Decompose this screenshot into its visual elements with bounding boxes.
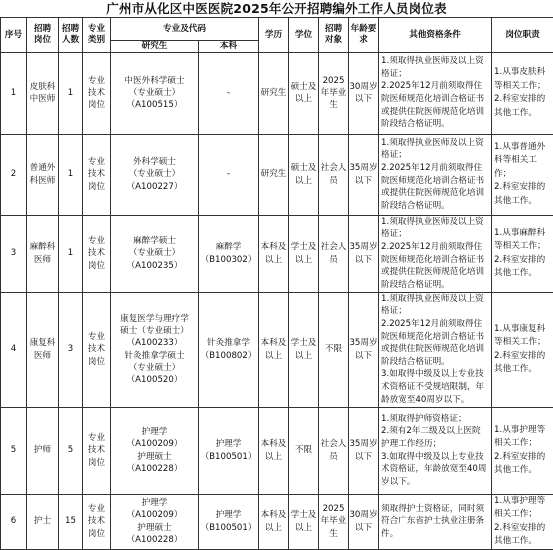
cell-category: 专业 技术 岗位 bbox=[83, 494, 111, 549]
header-count: 招聘 人数 bbox=[59, 18, 83, 53]
header-target: 招聘 对象 bbox=[319, 18, 349, 53]
cell-undergrad: - bbox=[199, 134, 259, 215]
cell-seq: 4 bbox=[1, 292, 27, 407]
cell-post: 护士 bbox=[27, 494, 59, 549]
cell-other-conditions: 1.须取得执业医师及以上资格证； 2.2025年12月前须取得住院医师规范化培训合格证书或提供住院医师规范化培训阶段结合格证明。 bbox=[379, 215, 492, 292]
cell-degree: 不限 bbox=[289, 407, 319, 494]
cell-duty: 1.从事护理等相关工作； 2.科室安排的其他工作。 bbox=[492, 407, 553, 494]
cell-graduate: 中医外科学硕士 （专业硕士） （A100515） bbox=[111, 52, 199, 134]
cell-target: 不限 bbox=[319, 292, 349, 407]
cell-other-conditions: 1.须取得执业医师及以上资格证； 2.2025年12月前须取得住院医师规范化培训合格证书或提供住院医师规范化培训阶段结合格证明。 3.如取得中级及以上专业技术资格证不受规培限制，年龄放宽至40周岁以下。 bbox=[379, 292, 492, 407]
cell-other-conditions: 1.须取得执业医师及以上资格证； 2.2025年12月前须取得住院医师规范化培训合格证书或提供住院医师规范化培训阶段结合格证明。 bbox=[379, 134, 492, 215]
table-row bbox=[1, 215, 553, 292]
cell-category: 专业 技术 岗位 bbox=[83, 292, 111, 407]
cell-age: 30周岁 以下 bbox=[349, 494, 379, 549]
header-graduate: 研究生 bbox=[111, 41, 199, 53]
header-age: 年龄要 求 bbox=[349, 18, 379, 53]
cell-count: 1 bbox=[59, 134, 83, 215]
cell-age: 30周岁 以下 bbox=[349, 52, 379, 134]
cell-education: 本科及 以上 bbox=[259, 292, 289, 407]
cell-education: 本科及 以上 bbox=[259, 407, 289, 494]
cell-age: 35周岁 以下 bbox=[349, 134, 379, 215]
cell-duty: 1.从事康复科等相关工作； 2.科室安排的其他工作。 bbox=[492, 292, 553, 407]
cell-education: 研究生 bbox=[259, 134, 289, 215]
cell-undergrad: 护理学 （B100501） bbox=[199, 494, 259, 549]
header-duty: 岗位职责 bbox=[492, 18, 553, 53]
cell-age: 35周岁 以下 bbox=[349, 407, 379, 494]
header-post: 招聘 岗位 bbox=[27, 18, 59, 53]
header-category: 专业 类别 bbox=[83, 18, 111, 53]
cell-age: 35周岁 以下 bbox=[349, 215, 379, 292]
cell-target: 社会人 员 bbox=[319, 215, 349, 292]
cell-undergrad: 针灸推拿学 （B100802） bbox=[199, 292, 259, 407]
table-row bbox=[1, 494, 553, 549]
cell-other-conditions: 1.须取得执业医师及以上资格证； 2.2025年12月前须取得住院医师规范化培训合格证书或提供住院医师规范化培训阶段结合格证明。 bbox=[379, 52, 492, 134]
cell-degree: 硕士及 以上 bbox=[289, 52, 319, 134]
cell-duty: 1.从事普通外科等相关工作； 2.科室安排的其他工作。 bbox=[492, 134, 553, 215]
table-row bbox=[1, 292, 553, 407]
table-header bbox=[1, 18, 553, 53]
cell-degree: 学士及 以上 bbox=[289, 215, 319, 292]
cell-education: 本科及 以上 bbox=[259, 494, 289, 549]
cell-category: 专业 技术 岗位 bbox=[83, 215, 111, 292]
cell-undergrad: 护理学 （B100501） bbox=[199, 407, 259, 494]
cell-post: 皮肤科 中医师 bbox=[27, 52, 59, 134]
header-major-group: 专业及代码 bbox=[111, 18, 259, 41]
cell-education: 研究生 bbox=[259, 52, 289, 134]
cell-count: 1 bbox=[59, 52, 83, 134]
cell-degree: 学士及 以上 bbox=[289, 292, 319, 407]
cell-count: 3 bbox=[59, 292, 83, 407]
header-education: 学历 bbox=[259, 18, 289, 53]
cell-category: 专业 技术 岗位 bbox=[83, 407, 111, 494]
cell-duty: 1.从事护理等相关工作； 2.科室安排的其他工作。 bbox=[492, 494, 553, 549]
cell-seq: 3 bbox=[1, 215, 27, 292]
table-body bbox=[1, 52, 553, 549]
cell-count: 1 bbox=[59, 215, 83, 292]
cell-degree: 学士及 以上 bbox=[289, 494, 319, 549]
cell-degree: 硕士及 以上 bbox=[289, 134, 319, 215]
table-row bbox=[1, 407, 553, 494]
cell-duty: 1.从事皮肤科等相关工作； 2.科室安排的其他工作。 bbox=[492, 52, 553, 134]
header-degree: 学位 bbox=[289, 18, 319, 53]
cell-undergrad: - bbox=[199, 52, 259, 134]
cell-graduate: 外科学硕士 （专业硕士） （A100227） bbox=[111, 134, 199, 215]
document-title: 广州市从化区中医医院2025年公开招聘编外工作人员岗位表 bbox=[0, 0, 553, 17]
cell-seq: 1 bbox=[1, 52, 27, 134]
cell-post: 护师 bbox=[27, 407, 59, 494]
cell-other-conditions: 须取得护士资格证，同时须符合广东省护士执业注册条件。 bbox=[379, 494, 492, 549]
cell-graduate: 护理学 （A100209） 护理硕士 （A100228） bbox=[111, 407, 199, 494]
cell-post: 麻醉科 医师 bbox=[27, 215, 59, 292]
cell-graduate: 康复医学与理疗学 硕士（专业硕士） （A100233） 针灸推拿学硕士 （专业硕士） （A100520） bbox=[111, 292, 199, 407]
cell-other-conditions: 1.须取得护师资格证； 2.须有2年二级及以上医院护理工作经历； 3.如取得中级及以上专业技术资格证，年龄放宽至40周岁以下。 bbox=[379, 407, 492, 494]
cell-category: 专业 技术 岗位 bbox=[83, 134, 111, 215]
cell-seq: 2 bbox=[1, 134, 27, 215]
cell-seq: 6 bbox=[1, 494, 27, 549]
cell-graduate: 麻醉学硕士 （专业硕士） （A100235） bbox=[111, 215, 199, 292]
header-undergrad: 本科 bbox=[199, 41, 259, 53]
cell-duty: 1.从事麻醉科等相关工作； 2.科室安排的其他工作。 bbox=[492, 215, 553, 292]
cell-target: 2025 年毕业 生 bbox=[319, 52, 349, 134]
cell-undergrad: 麻醉学 （B100302） bbox=[199, 215, 259, 292]
cell-seq: 5 bbox=[1, 407, 27, 494]
table-row bbox=[1, 52, 553, 134]
table-row bbox=[1, 134, 553, 215]
cell-category: 专业 技术 岗位 bbox=[83, 52, 111, 134]
cell-graduate: 护理学 （A100209） 护理硕士 （A100228） bbox=[111, 494, 199, 549]
job-positions-table bbox=[0, 17, 553, 550]
cell-target: 社会人 员 bbox=[319, 407, 349, 494]
cell-post: 康复科 医师 bbox=[27, 292, 59, 407]
header-seq: 序号 bbox=[1, 18, 27, 53]
header-other-conditions: 其他资格条件 bbox=[379, 18, 492, 53]
cell-age: 35周岁 以下 bbox=[349, 292, 379, 407]
cell-post: 普通外 科医师 bbox=[27, 134, 59, 215]
cell-target: 2025 年毕业 生 bbox=[319, 494, 349, 549]
cell-count: 15 bbox=[59, 494, 83, 549]
cell-education: 本科及 以上 bbox=[259, 215, 289, 292]
cell-count: 5 bbox=[59, 407, 83, 494]
cell-target: 社会人 员 bbox=[319, 134, 349, 215]
